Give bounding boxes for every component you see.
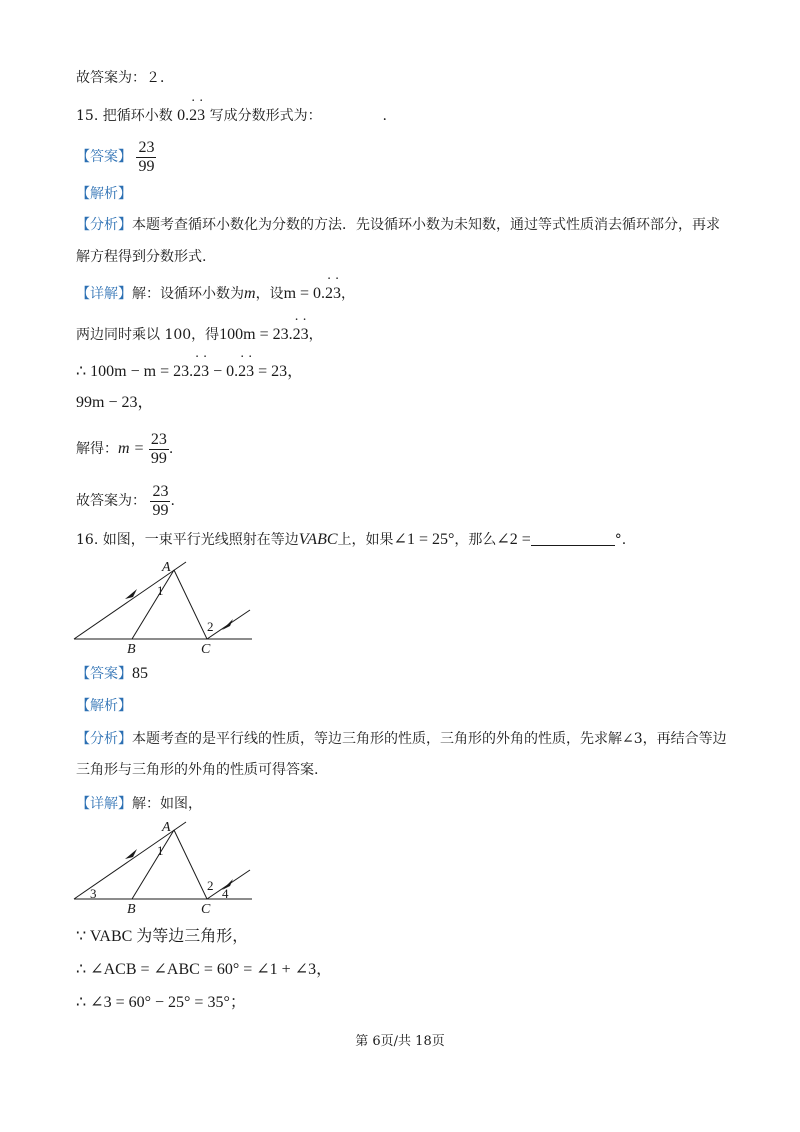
step-subtract: ∴ 100m − m = 23.· 2· 3 − 0.· 2· 3 = 23，	[76, 362, 303, 382]
xiangjie-16: 【详解】解：如图，	[76, 796, 202, 812]
step-simplify: 99m − 23，	[76, 394, 154, 411]
side-ac	[174, 570, 207, 639]
label-angle-4: 4	[222, 886, 229, 901]
step-solve: 解得：m = $\frac{23}{99}$ .	[76, 430, 174, 467]
triangle-figure-1	[70, 560, 270, 656]
answer-15	[76, 136, 156, 178]
previous-answer: 故答案为：２．	[76, 70, 174, 86]
analysis-header-15: 【解析】	[76, 186, 132, 202]
page-footer: 第 6页/共 18页	[355, 1034, 445, 1049]
answer-16: 【答案】85	[76, 665, 148, 682]
side-ac	[174, 830, 207, 899]
label-b: B	[127, 902, 136, 917]
repeating-decimal: 0.· 2· 3	[177, 107, 205, 124]
question-15	[76, 106, 387, 126]
step-multiply: 两边同时乘以 100，得100m = 23.· 2· 3，	[76, 325, 323, 345]
final-answer-15: 故答案为： $\frac{23}{99}$ .	[76, 482, 175, 519]
answer-fraction: $\frac{23}{99}$	[138, 138, 155, 175]
answer-label: 【答案】	[76, 149, 132, 165]
question-number: 15.	[76, 108, 99, 124]
question-end: .	[382, 108, 387, 124]
label-angle-1: 1	[157, 583, 164, 598]
label-angle-1: 1	[157, 843, 164, 858]
label-a: A	[162, 560, 171, 575]
fenxi-16-line1: 【分析】本题考查的是平行线的性质，等边三角形的性质，三角形的外角的性质，先求解∠3，再结合等边	[76, 731, 727, 747]
fenxi-15-line1: 【分析】本题考查循环小数化为分数的方法．先设循环小数为未知数，通过等式性质消去循环部分，再求	[76, 217, 720, 233]
question-prompt: 把循环小数	[102, 108, 173, 124]
label-a: A	[162, 820, 171, 835]
label-angle-3: 3	[90, 886, 97, 901]
side-ab	[132, 830, 174, 899]
label-c: C	[201, 902, 211, 917]
fenxi-15-line2: 解方程得到分数形式.	[76, 249, 207, 265]
question-suffix: 写成分数形式为：	[209, 108, 322, 124]
proof-line-3: ∴ ∠3 = 60° − 25° = 35°；	[76, 994, 246, 1011]
side-ab	[132, 570, 174, 639]
xiangjie-15: 【详解】解：设循环小数为m，设m = 0.· 2· 3，	[76, 284, 355, 304]
proof-line-2: ∴ ∠ACB = ∠ABC = 60° = ∠1 + ∠3，	[76, 961, 333, 978]
triangle-figure-2	[70, 820, 270, 920]
label-c: C	[201, 642, 211, 656]
label-b: B	[127, 642, 136, 656]
answer-blank	[531, 531, 615, 546]
analysis-header-16: 【解析】	[76, 698, 132, 714]
label-angle-2: 2	[207, 619, 214, 634]
label-angle-2: 2	[207, 878, 214, 893]
question-16: 16. 如图，一束平行光线照射在等边VABC上，如果∠1 = 25°，那么∠2 = °.	[76, 531, 627, 548]
fenxi-16-line2: 三角形与三角形的外角的性质可得答案.	[76, 762, 319, 778]
proof-line-1: ∵ VABC 为等边三角形，	[76, 928, 249, 945]
